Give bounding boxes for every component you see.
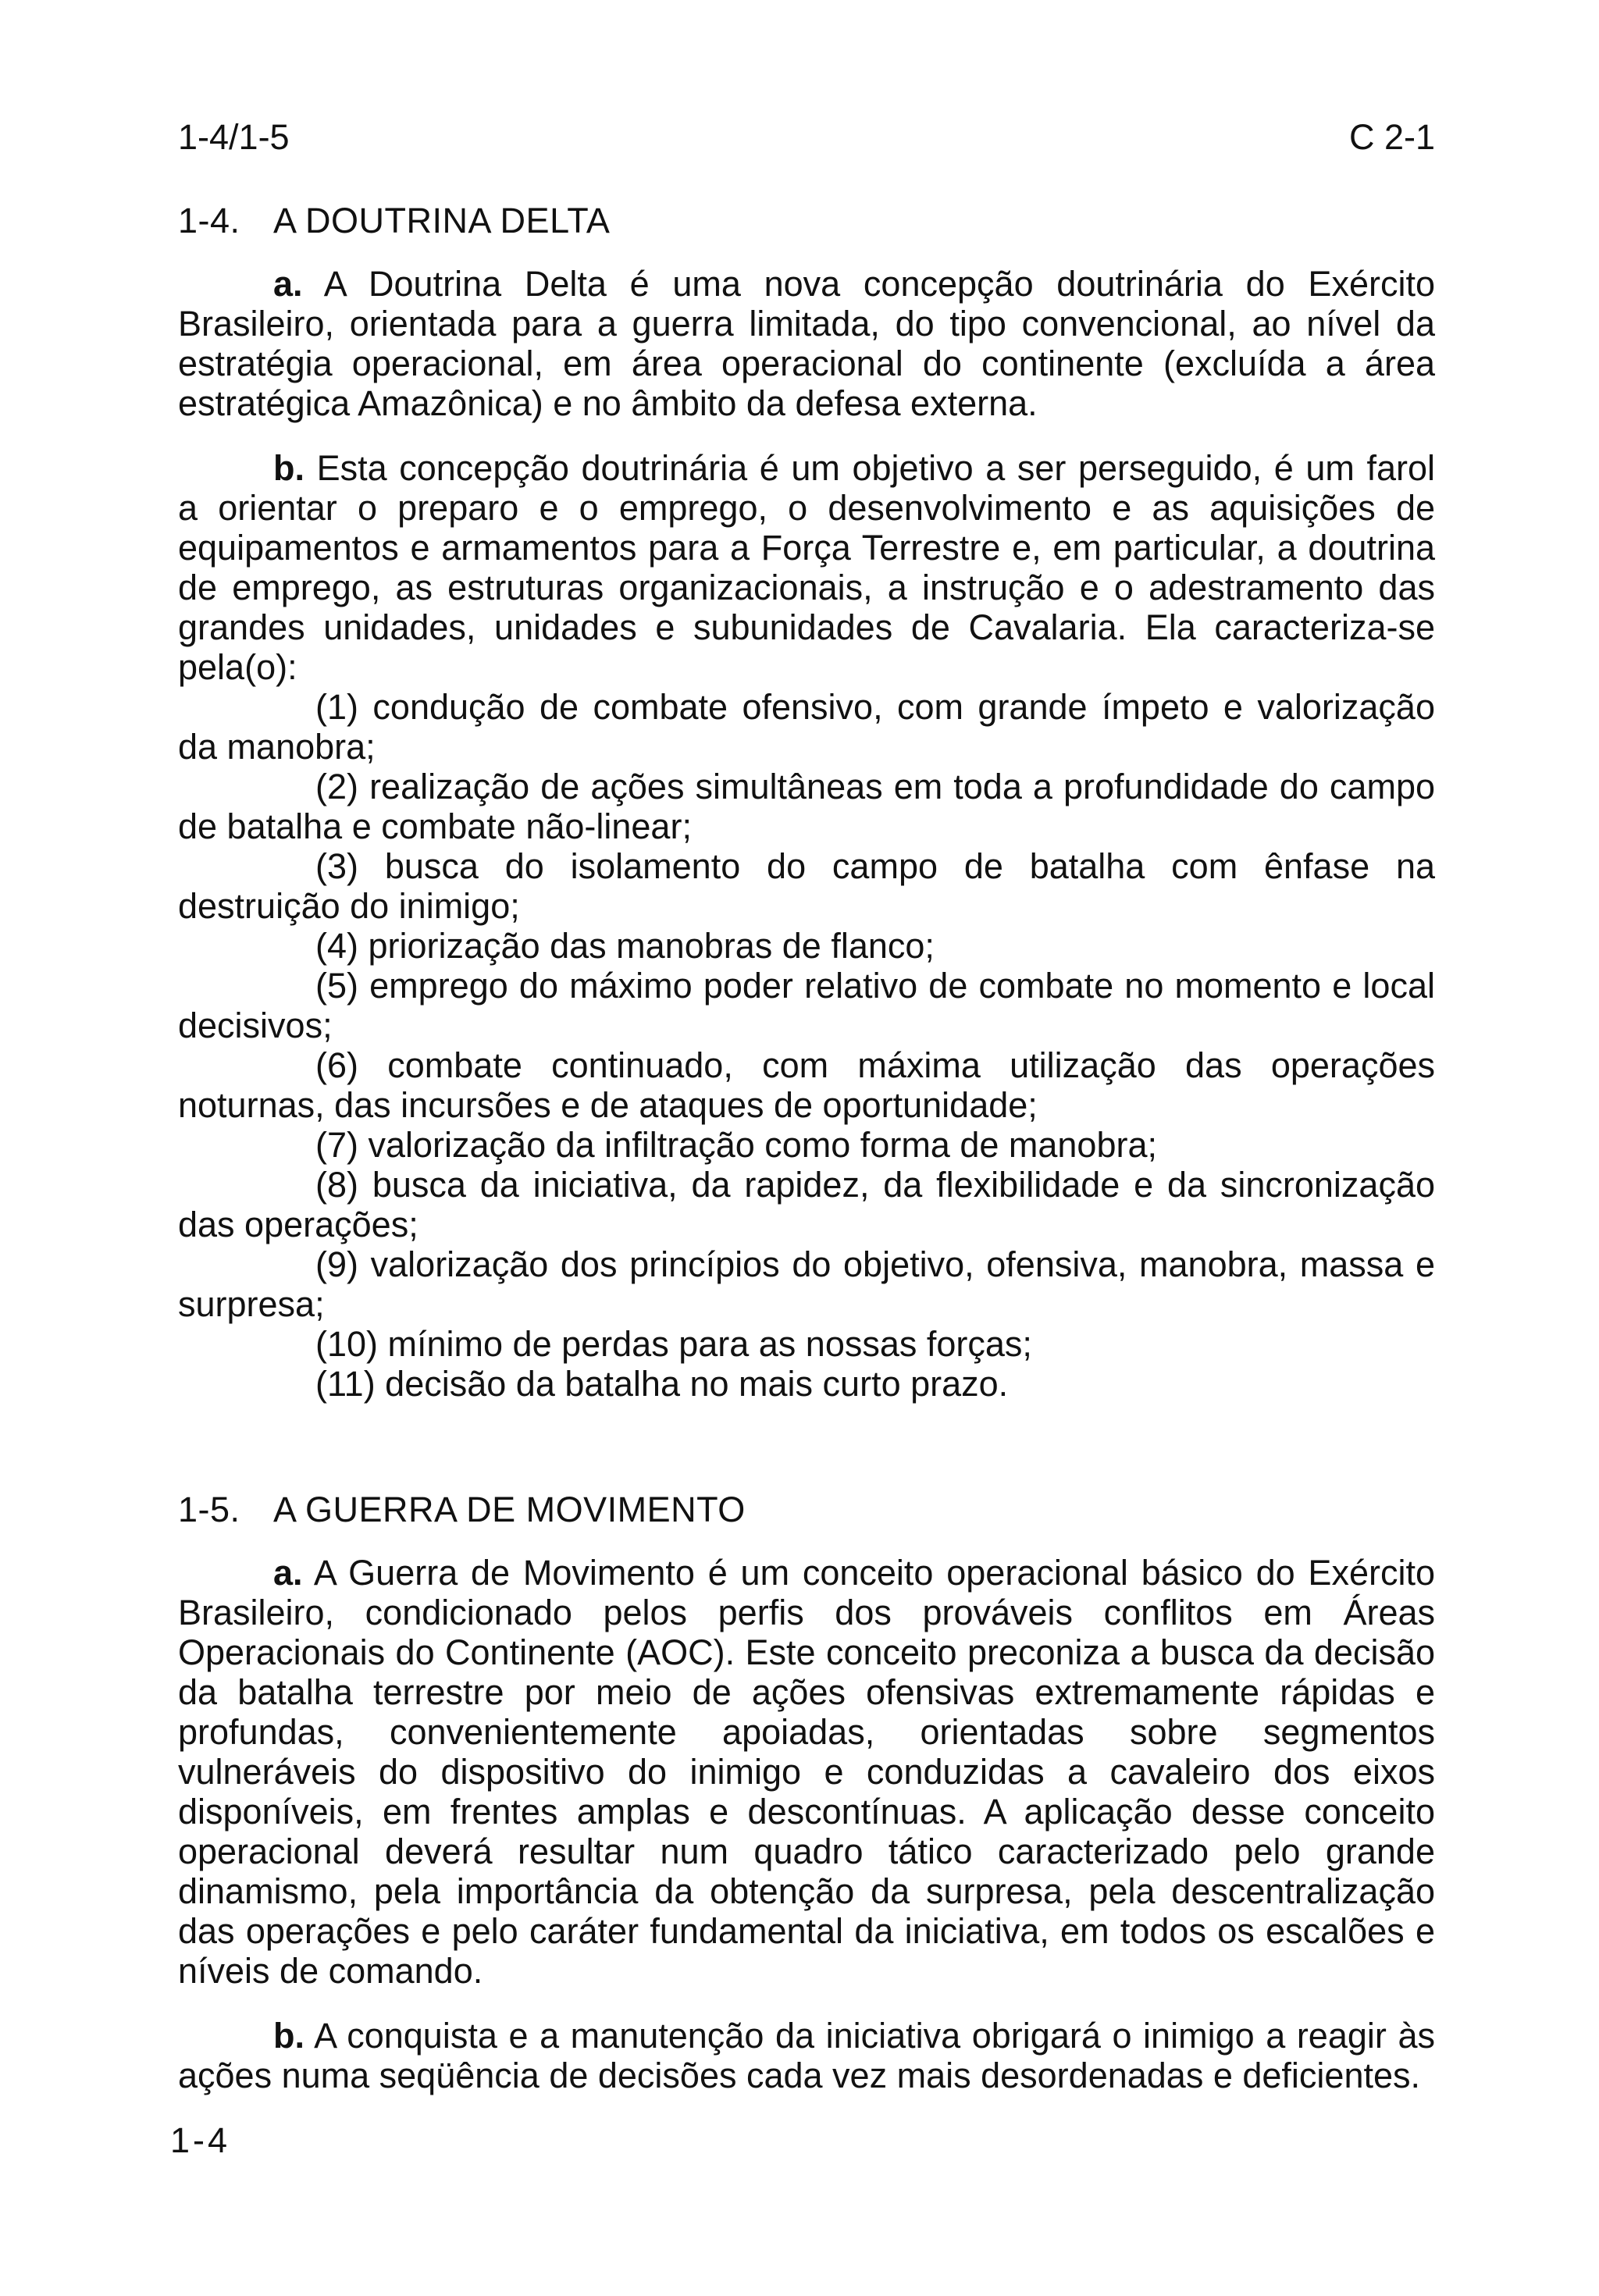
section-number: 1-5. (178, 1490, 240, 1529)
section-number: 1-4. (178, 201, 240, 240)
section-heading-1-4 (178, 201, 1435, 240)
paragraph-b (178, 2016, 1435, 2095)
paragraph-text: Esta concepção doutrinária é um objetivo a ser perseguido, é um farol a orientar o preparo e o emprego, o desenvolvimento e as aquisições de equipamentos e armamentos para a Força Terrestre e, em particular, a doutrina de emprego, as estruturas organizacionais, a instrução e o adestramento das grandes unidades, unidades e subunidades de Cavalaria. Ela caracteriza-se pela(o): (178, 448, 1435, 687)
header-manual-code: C 2-1 (1348, 117, 1435, 157)
paragraph-letter: a. (273, 1553, 303, 1593)
page-header (178, 117, 1435, 157)
list-item-5: (5) emprego do máximo poder relativo de combate no momento e local decisivos; (178, 966, 1435, 1045)
header-section-range: 1-4/1-5 (178, 117, 290, 157)
list-item-4: (4) priorização das manobras de flanco; (315, 926, 935, 966)
section-heading-1-5 (178, 1490, 1435, 1529)
paragraph-letter: a. (273, 264, 303, 304)
paragraph-a (178, 264, 1435, 423)
paragraph-a (178, 1553, 1435, 1991)
paragraph-letter: b. (273, 448, 304, 488)
list-item-9: (9) valorização dos princípios do objetivo, ofensiva, manobra, massa e surpresa; (178, 1244, 1435, 1324)
page-number: 1-4 (170, 2120, 231, 2160)
document-page (178, 117, 1435, 2095)
paragraph-text: A Doutrina Delta é uma nova concepção doutrinária do Exército Brasileiro, orientada para a guerra limitada, do tipo convencional, ao nível da estratégia operacional, em área operacional do continente (excluída a área estratégica Amazônica) e no âmbito da defesa externa. (178, 264, 1435, 423)
paragraph-b (178, 448, 1435, 687)
list-item-3: (3) busca do isolamento do campo de batalha com ênfase na destruição do inimigo; (178, 846, 1435, 926)
list-item-7: (7) valorização da infiltração como forma de manobra; (315, 1125, 1158, 1165)
section-title: A GUERRA DE MOVIMENTO (273, 1490, 746, 1529)
section-title: A DOUTRINA DELTA (273, 201, 611, 240)
list-item-8: (8) busca da iniciativa, da rapidez, da flexibilidade e da sincronização das operações; (178, 1165, 1435, 1244)
list-item-10: (10) mínimo de perdas para as nossas forças; (315, 1324, 1032, 1364)
list-item-11: (11) decisão da batalha no mais curto prazo. (315, 1364, 1009, 1404)
paragraph-text: A conquista e a manutenção da iniciativa obrigará o inimigo a reagir às ações numa seqüência de decisões cada vez mais desordenadas e deficientes. (178, 2016, 1435, 2095)
list-item-1: (1) condução de combate ofensivo, com grande ímpeto e valorização da manobra; (178, 687, 1435, 767)
list-item-2: (2) realização de ações simultâneas em toda a profundidade do campo de batalha e combate não-linear; (178, 767, 1435, 846)
paragraph-text: A Guerra de Movimento é um conceito operacional básico do Exército Brasileiro, condicionado pelos perfis dos prováveis conflitos em Áreas Operacionais do Continente (AOC). Este conceito preconiza a busca da decisão da batalha terrestre por meio de ações ofensivas extremamente rápidas e profundas, convenientemente apoiadas, orientadas sobre segmentos vulneráveis do dispositivo do inimigo e conduzidas a cavaleiro dos eixos disponíveis, em frentes amplas e descontínuas. A aplicação desse conceito operacional deverá resultar num quadro tático caracterizado pelo grande dinamismo, pela importância da obtenção da surpresa, pela descentralização das operações e pelo caráter fundamental da iniciativa, em todos os escalões e níveis de comando. (178, 1553, 1435, 1991)
paragraph-letter: b. (273, 2016, 304, 2056)
list-item-6: (6) combate continuado, com máxima utilização das operações noturnas, das incursões e de ataques de oportunidade; (178, 1045, 1435, 1125)
